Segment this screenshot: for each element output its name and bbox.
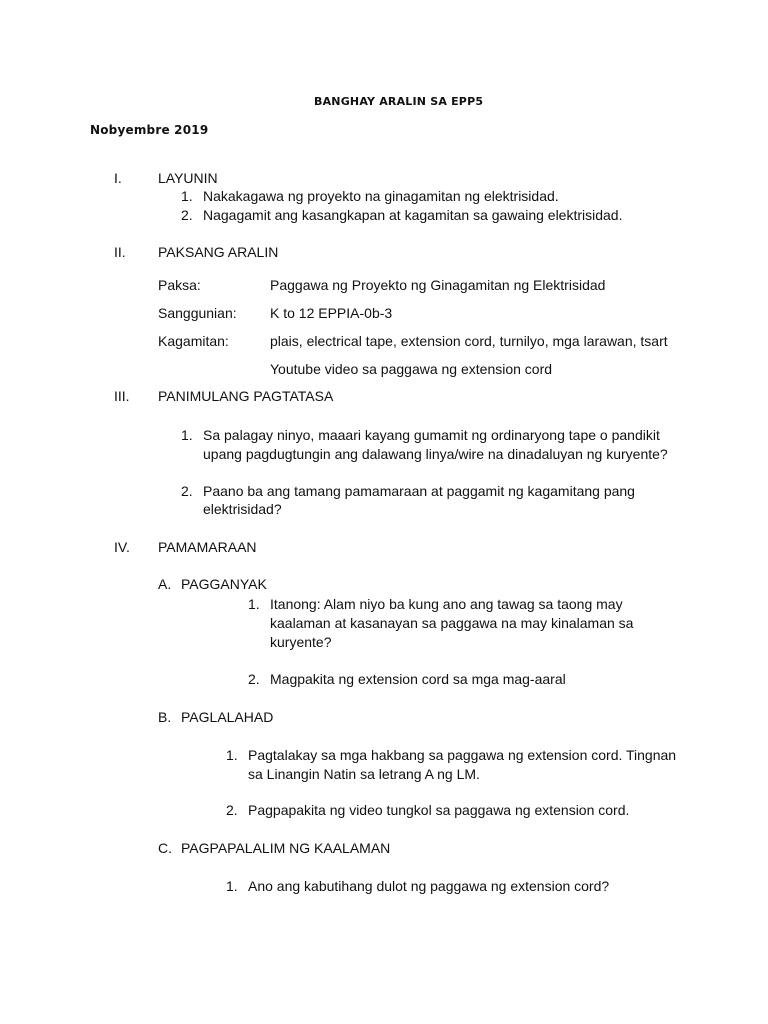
- list-item-line: Pagpapakita ng video tungkol sa paggawa ng extension cord.: [248, 802, 630, 818]
- section-heading: PAMAMARAAN: [158, 539, 257, 555]
- subsection-heading: PAGPAPALALIM NG KAALAMAN: [181, 840, 391, 856]
- row-value: plais, electrical tape, extension cord, turnilyo, mga larawan, tsart: [270, 333, 668, 349]
- list-number: 2.: [181, 207, 193, 223]
- row-label: Kagamitan:: [158, 333, 229, 349]
- section-heading: PAKSANG ARALIN: [158, 244, 279, 260]
- list-item-line: kuryente?: [270, 634, 332, 650]
- section-heading: PANIMULANG PAGTATASA: [158, 388, 334, 404]
- list-number: 1.: [181, 427, 193, 443]
- list-item: Nagagamit ang kasangkapan at kagamitan sa gawaing elektrisidad.: [203, 207, 623, 223]
- list-item-line: sa Linangin Natin sa letrang A ng LM.: [248, 766, 480, 782]
- row-value: K to 12 EPPIA-0b-3: [270, 305, 393, 321]
- subsection-letter: B.: [158, 709, 172, 725]
- row-label: Sanggunian:: [158, 305, 237, 321]
- list-item-line: Pagtalakay sa mga hakbang sa paggawa ng extension cord. Tingnan: [248, 747, 677, 763]
- list-item-line: Ano ang kabutihang dulot ng paggawa ng extension cord?: [248, 878, 610, 894]
- list-number: 2.: [226, 802, 238, 818]
- list-item-line: Sa palagay ninyo, maaari kayang gumamit ng ordinaryong tape o pandikit: [203, 427, 660, 443]
- list-number: 1.: [181, 188, 193, 204]
- list-item-line: Magpakita ng extension cord sa mga mag-aaral: [270, 671, 566, 687]
- list-number: 2.: [248, 671, 260, 687]
- list-number: 1.: [226, 747, 238, 763]
- subsection-letter: A.: [158, 576, 172, 592]
- subsection-letter: C.: [158, 840, 172, 856]
- list-number: 1.: [248, 596, 260, 612]
- list-item-line: Paano ba ang tamang pamamaraan at paggamit ng kagamitang pang: [203, 483, 635, 499]
- document-title: BANGHAY ARALIN SA EPP5: [314, 95, 484, 108]
- list-item: Nakakagawa ng proyekto na ginagamitan ng elektrisidad.: [203, 188, 559, 204]
- section-numeral: I.: [114, 170, 122, 186]
- list-number: 2.: [181, 483, 193, 499]
- row-label: Paksa:: [158, 277, 201, 293]
- section-numeral: II.: [114, 244, 126, 260]
- row-value: Youtube video sa paggawa ng extension cord: [270, 361, 553, 377]
- subsection-heading: PAGLALAHAD: [181, 709, 274, 725]
- list-number: 1.: [226, 878, 238, 894]
- section-numeral: III.: [114, 388, 130, 404]
- row-value: Paggawa ng Proyekto ng Ginagamitan ng Elektrisidad: [270, 277, 606, 293]
- document-date: Nobyembre 2019: [90, 123, 209, 137]
- list-item-line: Itanong: Alam niyo ba kung ano ang tawag sa taong may: [270, 596, 623, 612]
- subsection-heading: PAGGANYAK: [181, 576, 267, 592]
- list-item-line: elektrisidad?: [203, 501, 282, 517]
- section-numeral: IV.: [114, 539, 130, 555]
- list-item-line: upang pagdugtungin ang dalawang linya/wire na dinadaluyan ng kuryente?: [203, 446, 668, 462]
- section-heading: LAYUNIN: [158, 170, 218, 186]
- list-item-line: kaalaman at kasanayan sa paggawa na may kinalaman sa: [270, 615, 634, 631]
